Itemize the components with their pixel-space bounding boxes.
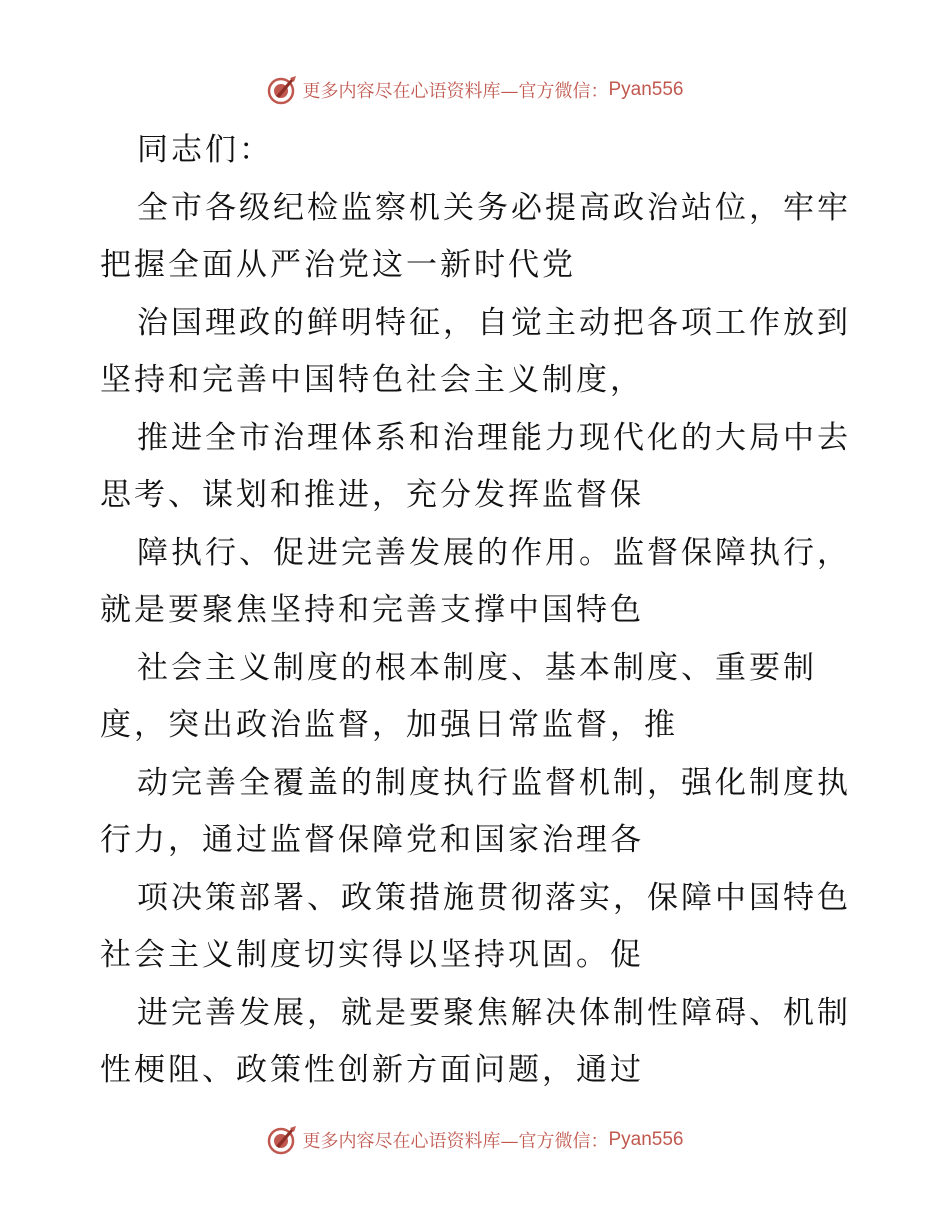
text-line: 就是要聚焦坚持和完善支撑中国特色 bbox=[100, 592, 644, 628]
text-line: 推进全市治理体系和治理能力现代化的大局中去 bbox=[137, 419, 851, 456]
text-line: 治国理政的鲜明特征，自觉主动把各项工作放到 bbox=[137, 304, 851, 341]
watermark-text: 更多内容尽在心语资料库—官方微信： bbox=[302, 81, 609, 102]
header-watermark bbox=[0, 70, 950, 110]
watermark-wechat-id: Pyan556 bbox=[608, 79, 684, 100]
text-line: 坚持和完善中国特色社会主义制度， bbox=[100, 362, 644, 398]
text-line: 把握全面从严治党这一新时代党 bbox=[100, 247, 576, 283]
quill-logo-icon bbox=[266, 1124, 298, 1156]
text-line: 动完善全覆盖的制度执行监督机制，强化制度执 bbox=[137, 764, 851, 801]
document-body bbox=[100, 122, 860, 1100]
watermark-wechat-id: Pyan556 bbox=[608, 1129, 684, 1150]
text-line: 全市各级纪检监察机关务必提高政治站位，牢牢 bbox=[137, 189, 851, 226]
footer-watermark bbox=[0, 1120, 950, 1160]
text-line: 行力，通过监督保障党和国家治理各 bbox=[100, 822, 644, 858]
text-line: 项决策部署、政策措施贯彻落实，保障中国特色 bbox=[137, 879, 851, 916]
quill-logo-icon bbox=[266, 74, 298, 106]
text-line: 思考、谋划和推进，充分发挥监督保 bbox=[100, 477, 644, 513]
text-line: 进完善发展，就是要聚焦解决体制性障碍、机制 bbox=[137, 994, 851, 1031]
text-line: 社会主义制度的根本制度、基本制度、重要制 bbox=[137, 649, 817, 686]
watermark-text: 更多内容尽在心语资料库—官方微信： bbox=[302, 1131, 609, 1152]
text-line: 度，突出政治监督，加强日常监督，推 bbox=[100, 707, 678, 743]
text-line: 性梗阻、政策性创新方面问题，通过 bbox=[100, 1052, 644, 1088]
text-line: 障执行、促进完善发展的作用。监督保障执行， bbox=[137, 534, 851, 571]
text-line: 同志们： bbox=[137, 132, 273, 168]
text-line: 社会主义制度切实得以坚持巩固。促 bbox=[100, 937, 644, 973]
